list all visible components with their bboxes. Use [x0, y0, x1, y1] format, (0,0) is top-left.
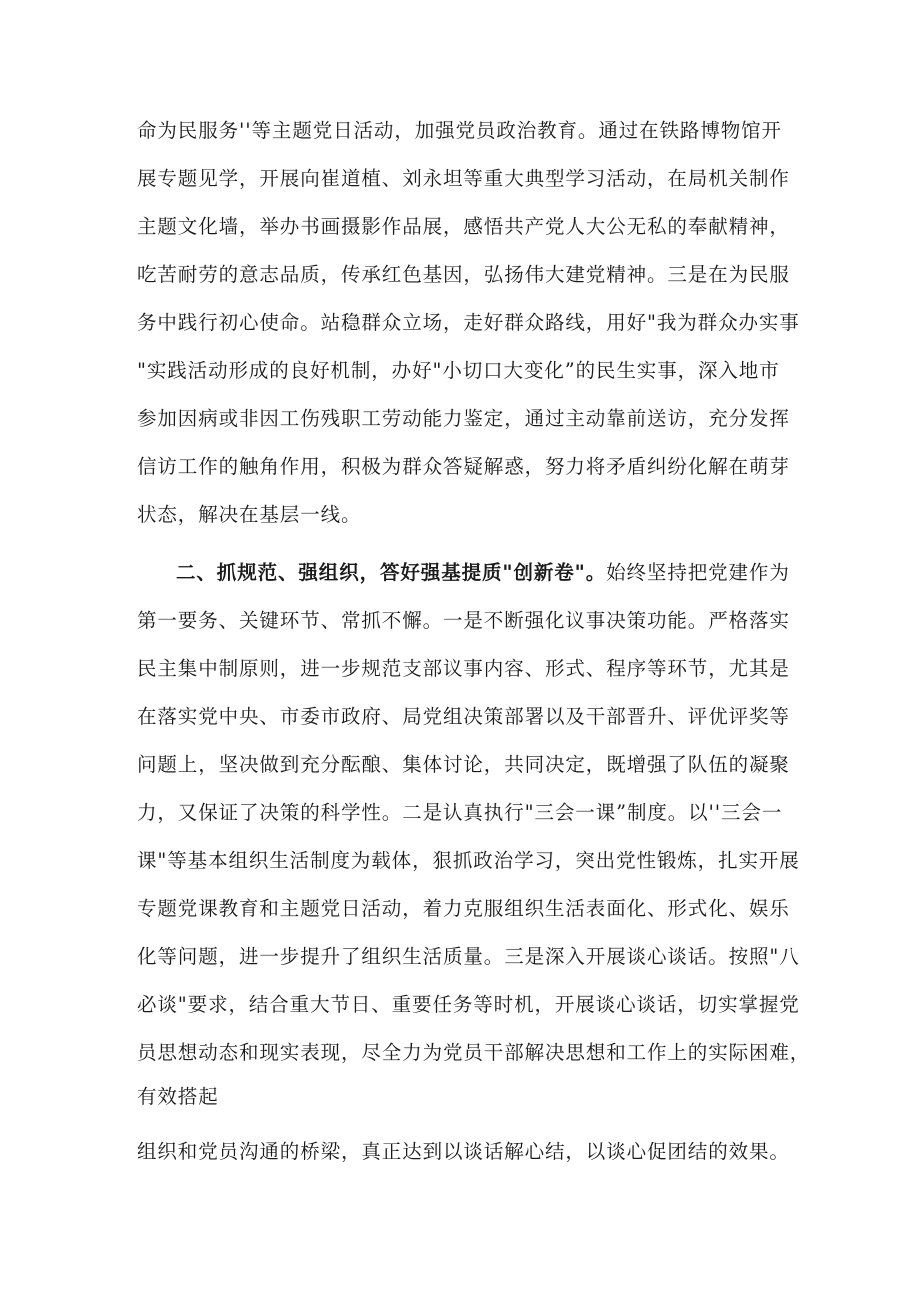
paragraph-2-line-7: 课"等基本组织生活制度为载体，狠抓政治学习，突出党性锻炼，扎实开展 — [137, 849, 800, 872]
paragraph-1-line-1: 命为民服务''等主题党日活动，加强党员政治教育。通过在铁路博物馆开 — [137, 119, 782, 142]
paragraph-2-line-2: 第一要务、关键环节、常抓不懈。一是不断强化议事决策功能。严格落实 — [137, 609, 790, 632]
paragraph-1-line-7: 参加因病或非因工伤残职工劳动能力鉴定，通过主动靠前送访，充分发挥 — [137, 407, 790, 430]
paragraph-2-line-12: 有效搭起 — [137, 1085, 219, 1108]
paragraph-2-line-10: 必谈"要求，结合重大节日、重要任务等时机，开展谈心谈话，切实掌握党 — [137, 993, 800, 1016]
paragraph-2-line-6: 力，又保证了决策的科学性。二是认真执行"三会一课”制度。以''三会一 — [137, 801, 783, 824]
paragraph-2-line-4: 在落实党中央、市委市政府、局党组决策部署以及干部晋升、评优评奖等 — [137, 705, 790, 728]
paragraph-2-line-11: 员思想动态和现实表现，尽全力为党员干部解决思想和工作上的实际困难， — [137, 1041, 811, 1064]
section-heading-rest: 始终坚持把党建作为 — [606, 561, 790, 584]
paragraph-1-line-3: 主题文化墙，举办书画摄影作品展，感悟共产党人大公无私的奉献精神， — [137, 215, 790, 238]
paragraph-2-line-8: 专题党课教育和主题党日活动，着力克服组织生活表面化、形式化、娱乐 — [137, 897, 790, 920]
paragraph-1-line-6: "实践活动形成的良好机制，办好"小切口大变化”的民生实事，深入地市 — [137, 359, 780, 382]
paragraph-1-line-8: 信访工作的触角作用，积极为群众答疑解惑，努力将矛盾纠纷化解在萌芽 — [137, 455, 790, 478]
paragraph-2-line-13: 组织和党员沟通的桥梁，真正达到以谈话解心结，以谈心促团结的效果。 — [137, 1140, 790, 1163]
paragraph-2-line-9: 化等问题，进一步提升了组织生活质量。三是深入开展谈心谈话。按照"八 — [137, 945, 800, 968]
paragraph-1-line-5: 务中践行初心使命。站稳群众立场，走好群众路线，用好"我为群众办实事 — [137, 311, 800, 334]
section-heading: 二、抓规范、强组织，答好强基提质"创新卷"。 — [176, 561, 607, 584]
paragraph-1-line-4: 吃苦耐劳的意志品质，传承红色基因，弘扬伟大建党精神。三是在为民服 — [137, 263, 790, 286]
paragraph-2-first-line — [176, 560, 856, 586]
paragraph-1-line-9: 状态，解决在基层一线。 — [137, 503, 362, 526]
paragraph-2-line-5: 问题上，坚决做到充分酝酿、集体讨论，共同决定，既增强了队伍的凝聚 — [137, 753, 790, 776]
paragraph-2-line-3: 民主集中制原则，进一步规范支部议事内容、形式、程序等环节，尤其是 — [137, 657, 790, 680]
paragraph-1-line-2: 展专题见学，开展向崔道植、刘永坦等重大典型学习活动，在局机关制作 — [137, 167, 790, 190]
